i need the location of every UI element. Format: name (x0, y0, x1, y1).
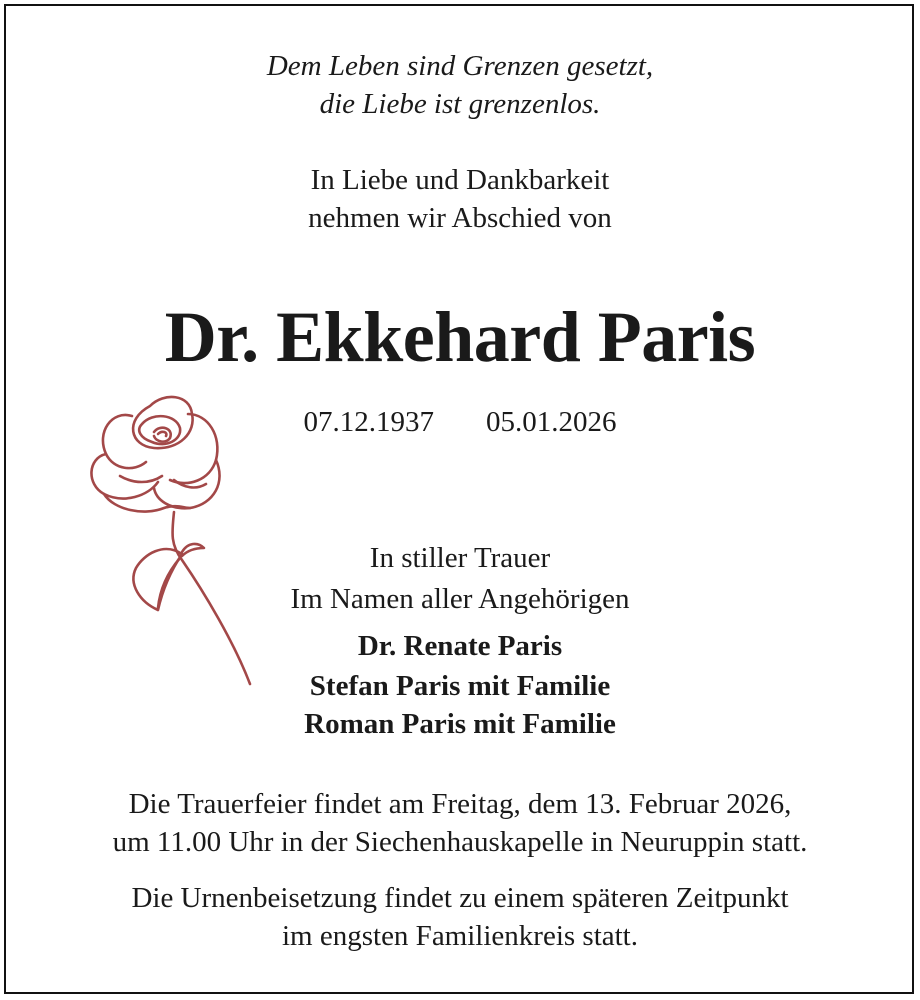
motto-line-2: die Liebe ist grenzenlos. (319, 88, 601, 120)
motto-line-1: Dem Leben sind Grenzen gesetzt, (266, 50, 654, 82)
ceremony-line-1: Die Trauerfeier findet am Freitag, dem 13. Februar 2026, (128, 788, 792, 820)
death-date: 05.01.2026 (486, 406, 617, 438)
burial-line-1: Die Urnenbeisetzung findet zu einem späteren Zeitpunkt (131, 882, 789, 914)
intro-line-1: In Liebe und Dankbarkeit (310, 164, 610, 196)
mourning-line-1: In stiller Trauer (369, 542, 551, 574)
signer-name: Dr. Renate Paris (357, 630, 563, 662)
signer-name: Roman Paris mit Familie (304, 708, 616, 740)
intro-line-2: nehmen wir Abschied von (308, 202, 612, 234)
ceremony-line-2: um 11.00 Uhr in der Siechenhauskapelle in Neuruppin statt. (112, 826, 808, 858)
deceased-name: Dr. Ekkehard Paris (164, 297, 756, 377)
birth-date: 07.12.1937 (303, 406, 434, 438)
burial-line-2: im engsten Familienkreis statt. (281, 920, 638, 952)
signer-name: Stefan Paris mit Familie (309, 670, 611, 702)
mourning-line-2: Im Namen aller Angehörigen (290, 583, 630, 615)
